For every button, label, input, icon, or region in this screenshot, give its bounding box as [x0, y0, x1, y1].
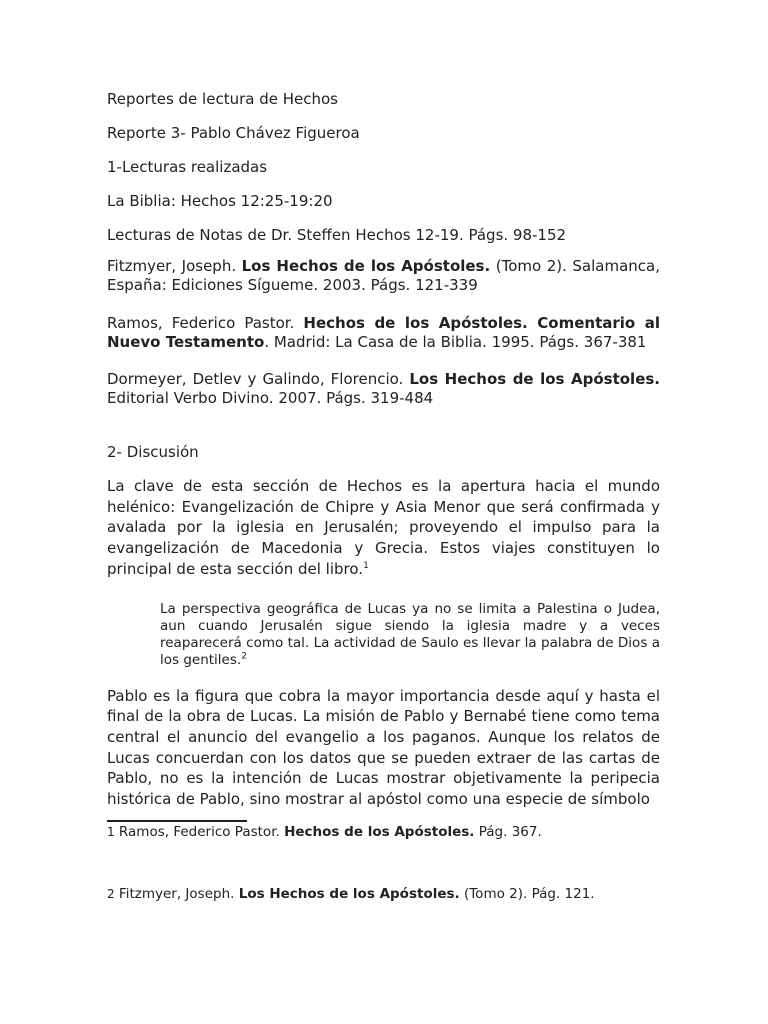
footnote-title: Los Hechos de los Apóstoles. [238, 886, 460, 902]
reference-ramos [107, 314, 660, 352]
reference-details: . Madrid: La Casa de la Biblia. 1995. Págs. 367-381 [264, 333, 647, 351]
reference-dormeyer [107, 370, 660, 408]
section-heading-discussion: 2- Discusión [107, 443, 199, 461]
discussion-paragraph-2: Pablo es la figura que cobra la mayor importancia desde aquí y hasta el final de la obra de Lucas. La misión de Pablo y Bernabé tiene como tema central el anuncio del evangelio a los paganos. Aunque los relatos de Lucas concuerdan con los datos que se pueden extraer de las cartas de Pablo, no es la intención de Lucas mostrar objetivamente la peripecia histórica de Pablo, sino mostrar al apóstol como una especie de símbolo [107, 686, 660, 809]
reference-details: (Tomo 2). Salamanca, España: Ediciones Sígueme. 2003. Págs. 121-339 [107, 257, 660, 294]
footnote-number: 2 [107, 887, 115, 901]
reference-details: Editorial Verbo Divino. 2007. Págs. 319-484 [107, 389, 434, 407]
paragraph-text: La clave de esta sección de Hechos es la apertura hacia el mundo helénico: Evangelización de Chipre y Asia Menor que será confirmada y avalada por la iglesia en Jerusalén; proveyendo el impulso para la evangelización de Macedonia y Grecia. Estos viajes constituyen lo principal de esta sección del libro. [107, 477, 660, 578]
reading-notes: Lecturas de Notas de Dr. Steffen Hechos 12-19. Págs. 98-152 [107, 226, 567, 244]
reference-author: Ramos, Federico Pastor. [107, 314, 304, 332]
footnote-author: Ramos, Federico Pastor. [114, 824, 285, 840]
quote-text: La perspectiva geográfica de Lucas ya no se limita a Palestina o Judea, aun cuando Jerusalén sigue siendo la iglesia madre y a veces reaparecerá como tal. La actividad de Saulo es llevar la palabra de Dios a los gentiles. [160, 600, 660, 668]
block-quote [160, 601, 660, 669]
document-title: Reportes de lectura de Hechos [107, 90, 338, 108]
footnote-marker: 1 [363, 560, 369, 571]
reference-author: Dormeyer, Detlev y Galindo, Florencio. [107, 370, 410, 388]
footnote-details: Pág. 367. [474, 824, 542, 840]
footnote-separator [107, 820, 247, 822]
report-heading: Reporte 3- Pablo Chávez Figueroa [107, 124, 360, 142]
footnote-details: (Tomo 2). Pág. 121. [459, 886, 595, 902]
footnote-2 [107, 885, 595, 903]
footnote-1 [107, 823, 542, 841]
reference-author: Fitzmyer, Joseph. [107, 257, 242, 275]
reference-title: Los Hechos de los Apóstoles. [409, 370, 660, 388]
footnote-author: Fitzmyer, Joseph. [114, 886, 239, 902]
reference-title: Los Hechos de los Apóstoles. [241, 257, 491, 275]
reading-bible: La Biblia: Hechos 12:25-19:20 [107, 192, 333, 210]
reference-title: Hechos de los Apóstoles. Comentario al Nuevo Testamento [107, 314, 660, 351]
discussion-paragraph-1 [107, 476, 660, 580]
footnote-title: Hechos de los Apóstoles. [284, 824, 475, 840]
reference-fitzmyer [107, 257, 660, 295]
footnote-number: 1 [107, 825, 115, 839]
document-body [107, 88, 660, 810]
section-heading-readings: 1-Lecturas realizadas [107, 158, 268, 176]
footnote-marker: 2 [241, 651, 247, 662]
